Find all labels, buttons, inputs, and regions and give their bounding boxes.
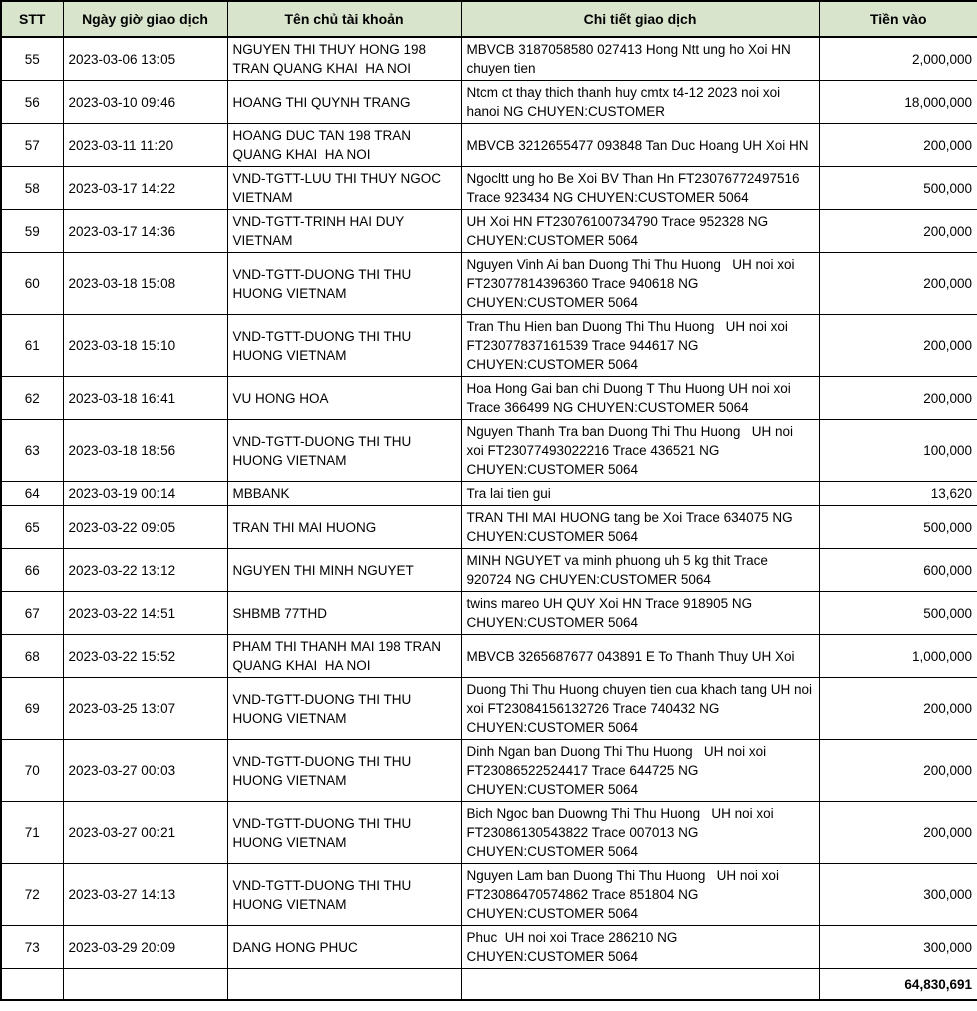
cell-stt: 61	[1, 315, 63, 377]
cell-stt: 57	[1, 124, 63, 167]
cell-account: MBBANK	[227, 482, 461, 506]
cell-details: UH Xoi HN FT23076100734790 Trace 952328 NG CHUYEN:CUSTOMER 5064	[461, 210, 819, 253]
cell-account: VND-TGTT-DUONG THI THU HUONG VIETNAM	[227, 864, 461, 926]
cell-datetime: 2023-03-22 15:52	[63, 635, 227, 678]
cell-amount: 300,000	[819, 864, 977, 926]
cell-details: MBVCB 3212655477 093848 Tan Duc Hoang UH Xoi HN	[461, 124, 819, 167]
cell-account: VND-TGTT-DUONG THI THU HUONG VIETNAM	[227, 315, 461, 377]
cell-amount: 2,000,000	[819, 37, 977, 81]
header-stt: STT	[1, 1, 63, 37]
cell-amount: 200,000	[819, 253, 977, 315]
cell-stt: 64	[1, 482, 63, 506]
table-row	[1, 678, 977, 740]
table-header	[1, 1, 977, 37]
table-row	[1, 592, 977, 635]
cell-account: TRAN THI MAI HUONG	[227, 506, 461, 549]
cell-datetime: 2023-03-10 09:46	[63, 81, 227, 124]
table-row	[1, 635, 977, 678]
cell-datetime: 2023-03-17 14:22	[63, 167, 227, 210]
total-empty-datetime	[63, 969, 227, 1001]
cell-details: MBVCB 3187058580 027413 Hong Ntt ung ho Xoi HN chuyen tien	[461, 37, 819, 81]
cell-details: MINH NGUYET va minh phuong uh 5 kg thit Trace 920724 NG CHUYEN:CUSTOMER 5064	[461, 549, 819, 592]
cell-details: Bich Ngoc ban Duowng Thi Thu Huong UH noi xoi FT23086130543822 Trace 007013 NG CHUYEN:CUSTOMER 5064	[461, 802, 819, 864]
cell-details: Ngocltt ung ho Be Xoi BV Than Hn FT23076772497516 Trace 923434 NG CHUYEN:CUSTOMER 5064	[461, 167, 819, 210]
table-row	[1, 81, 977, 124]
cell-stt: 68	[1, 635, 63, 678]
cell-account: SHBMB 77THD	[227, 592, 461, 635]
table-row	[1, 926, 977, 969]
cell-details: Tran Thu Hien ban Duong Thi Thu Huong UH noi xoi FT23077837161539 Trace 944617 NG CHUYEN:CUSTOMER 5064	[461, 315, 819, 377]
cell-datetime: 2023-03-06 13:05	[63, 37, 227, 81]
cell-stt: 70	[1, 740, 63, 802]
cell-datetime: 2023-03-18 18:56	[63, 420, 227, 482]
total-empty-stt	[1, 969, 63, 1001]
cell-account: VND-TGTT-LUU THI THUY NGOC VIETNAM	[227, 167, 461, 210]
cell-amount: 500,000	[819, 592, 977, 635]
cell-account: VND-TGTT-DUONG THI THU HUONG VIETNAM	[227, 420, 461, 482]
table-row	[1, 864, 977, 926]
cell-account: VND-TGTT-DUONG THI THU HUONG VIETNAM	[227, 802, 461, 864]
cell-stt: 59	[1, 210, 63, 253]
cell-stt: 72	[1, 864, 63, 926]
cell-stt: 63	[1, 420, 63, 482]
header-amount: Tiền vào	[819, 1, 977, 37]
cell-stt: 62	[1, 377, 63, 420]
cell-stt: 69	[1, 678, 63, 740]
cell-datetime: 2023-03-22 09:05	[63, 506, 227, 549]
table-row	[1, 482, 977, 506]
cell-account: DANG HONG PHUC	[227, 926, 461, 969]
cell-details: MBVCB 3265687677 043891 E To Thanh Thuy UH Xoi	[461, 635, 819, 678]
cell-datetime: 2023-03-19 00:14	[63, 482, 227, 506]
cell-datetime: 2023-03-22 13:12	[63, 549, 227, 592]
cell-datetime: 2023-03-22 14:51	[63, 592, 227, 635]
header-datetime: Ngày giờ giao dịch	[63, 1, 227, 37]
cell-amount: 200,000	[819, 740, 977, 802]
cell-stt: 55	[1, 37, 63, 81]
total-empty-details	[461, 969, 819, 1001]
table-row	[1, 802, 977, 864]
cell-account: VND-TGTT-DUONG THI THU HUONG VIETNAM	[227, 740, 461, 802]
cell-account: HOANG THI QUYNH TRANG	[227, 81, 461, 124]
table-row	[1, 740, 977, 802]
cell-stt: 73	[1, 926, 63, 969]
table-row	[1, 549, 977, 592]
table-row	[1, 377, 977, 420]
cell-datetime: 2023-03-18 15:10	[63, 315, 227, 377]
cell-amount: 300,000	[819, 926, 977, 969]
cell-details: Phuc UH noi xoi Trace 286210 NG CHUYEN:CUSTOMER 5064	[461, 926, 819, 969]
cell-account: NGUYEN THI THUY HONG 198 TRAN QUANG KHAI HA NOI	[227, 37, 461, 81]
cell-details: Tra lai tien gui	[461, 482, 819, 506]
total-empty-account	[227, 969, 461, 1001]
table-row	[1, 315, 977, 377]
table-row	[1, 37, 977, 81]
table-row	[1, 124, 977, 167]
cell-account: NGUYEN THI MINH NGUYET	[227, 549, 461, 592]
cell-stt: 56	[1, 81, 63, 124]
total-row	[1, 969, 977, 1001]
cell-amount: 100,000	[819, 420, 977, 482]
table-row	[1, 253, 977, 315]
cell-datetime: 2023-03-27 00:03	[63, 740, 227, 802]
cell-datetime: 2023-03-27 14:13	[63, 864, 227, 926]
cell-stt: 65	[1, 506, 63, 549]
total-amount: 64,830,691	[819, 969, 977, 1001]
cell-stt: 60	[1, 253, 63, 315]
cell-details: Nguyen Thanh Tra ban Duong Thi Thu Huong UH noi xoi FT23077493022216 Trace 436521 NG CHUYEN:CUSTOMER 5064	[461, 420, 819, 482]
header-account: Tên chủ tài khoản	[227, 1, 461, 37]
cell-details: Ntcm ct thay thich thanh huy cmtx t4-12 2023 noi xoi hanoi NG CHUYEN:CUSTOMER	[461, 81, 819, 124]
cell-account: HOANG DUC TAN 198 TRAN QUANG KHAI HA NOI	[227, 124, 461, 167]
cell-datetime: 2023-03-11 11:20	[63, 124, 227, 167]
cell-details: Hoa Hong Gai ban chi Duong T Thu Huong UH noi xoi Trace 366499 NG CHUYEN:CUSTOMER 5064	[461, 377, 819, 420]
cell-details: Nguyen Lam ban Duong Thi Thu Huong UH noi xoi FT23086470574862 Trace 851804 NG CHUYEN:CUSTOMER 5064	[461, 864, 819, 926]
cell-amount: 200,000	[819, 802, 977, 864]
cell-stt: 71	[1, 802, 63, 864]
table-footer	[1, 969, 977, 1001]
cell-datetime: 2023-03-17 14:36	[63, 210, 227, 253]
table-row	[1, 506, 977, 549]
cell-datetime: 2023-03-27 00:21	[63, 802, 227, 864]
cell-datetime: 2023-03-18 15:08	[63, 253, 227, 315]
cell-account: VND-TGTT-TRINH HAI DUY VIETNAM	[227, 210, 461, 253]
cell-amount: 200,000	[819, 678, 977, 740]
cell-stt: 58	[1, 167, 63, 210]
cell-amount: 200,000	[819, 124, 977, 167]
cell-account: VND-TGTT-DUONG THI THU HUONG VIETNAM	[227, 678, 461, 740]
cell-details: twins mareo UH QUY Xoi HN Trace 918905 NG CHUYEN:CUSTOMER 5064	[461, 592, 819, 635]
cell-datetime: 2023-03-25 13:07	[63, 678, 227, 740]
cell-amount: 13,620	[819, 482, 977, 506]
cell-details: Duong Thi Thu Huong chuyen tien cua khach tang UH noi xoi FT23084156132726 Trace 740432 NG CHUYEN:CUSTOMER 5064	[461, 678, 819, 740]
cell-account: VU HONG HOA	[227, 377, 461, 420]
cell-amount: 500,000	[819, 506, 977, 549]
cell-details: TRAN THI MAI HUONG tang be Xoi Trace 634075 NG CHUYEN:CUSTOMER 5064	[461, 506, 819, 549]
header-row	[1, 1, 977, 37]
cell-account: VND-TGTT-DUONG THI THU HUONG VIETNAM	[227, 253, 461, 315]
cell-amount: 600,000	[819, 549, 977, 592]
header-details: Chi tiết giao dịch	[461, 1, 819, 37]
cell-amount: 18,000,000	[819, 81, 977, 124]
cell-amount: 1,000,000	[819, 635, 977, 678]
cell-stt: 67	[1, 592, 63, 635]
cell-amount: 200,000	[819, 315, 977, 377]
cell-details: Nguyen Vinh Ai ban Duong Thi Thu Huong UH noi xoi FT23077814396360 Trace 940618 NG CHUYEN:CUSTOMER 5064	[461, 253, 819, 315]
table-body	[1, 37, 977, 969]
cell-stt: 66	[1, 549, 63, 592]
table-row	[1, 167, 977, 210]
cell-datetime: 2023-03-29 20:09	[63, 926, 227, 969]
cell-account: PHAM THI THANH MAI 198 TRAN QUANG KHAI HA NOI	[227, 635, 461, 678]
cell-details: Dinh Ngan ban Duong Thi Thu Huong UH noi xoi FT23086522524417 Trace 644725 NG CHUYEN:CUSTOMER 5064	[461, 740, 819, 802]
cell-datetime: 2023-03-18 16:41	[63, 377, 227, 420]
table-row	[1, 210, 977, 253]
cell-amount: 200,000	[819, 377, 977, 420]
cell-amount: 200,000	[819, 210, 977, 253]
cell-amount: 500,000	[819, 167, 977, 210]
table-row	[1, 420, 977, 482]
